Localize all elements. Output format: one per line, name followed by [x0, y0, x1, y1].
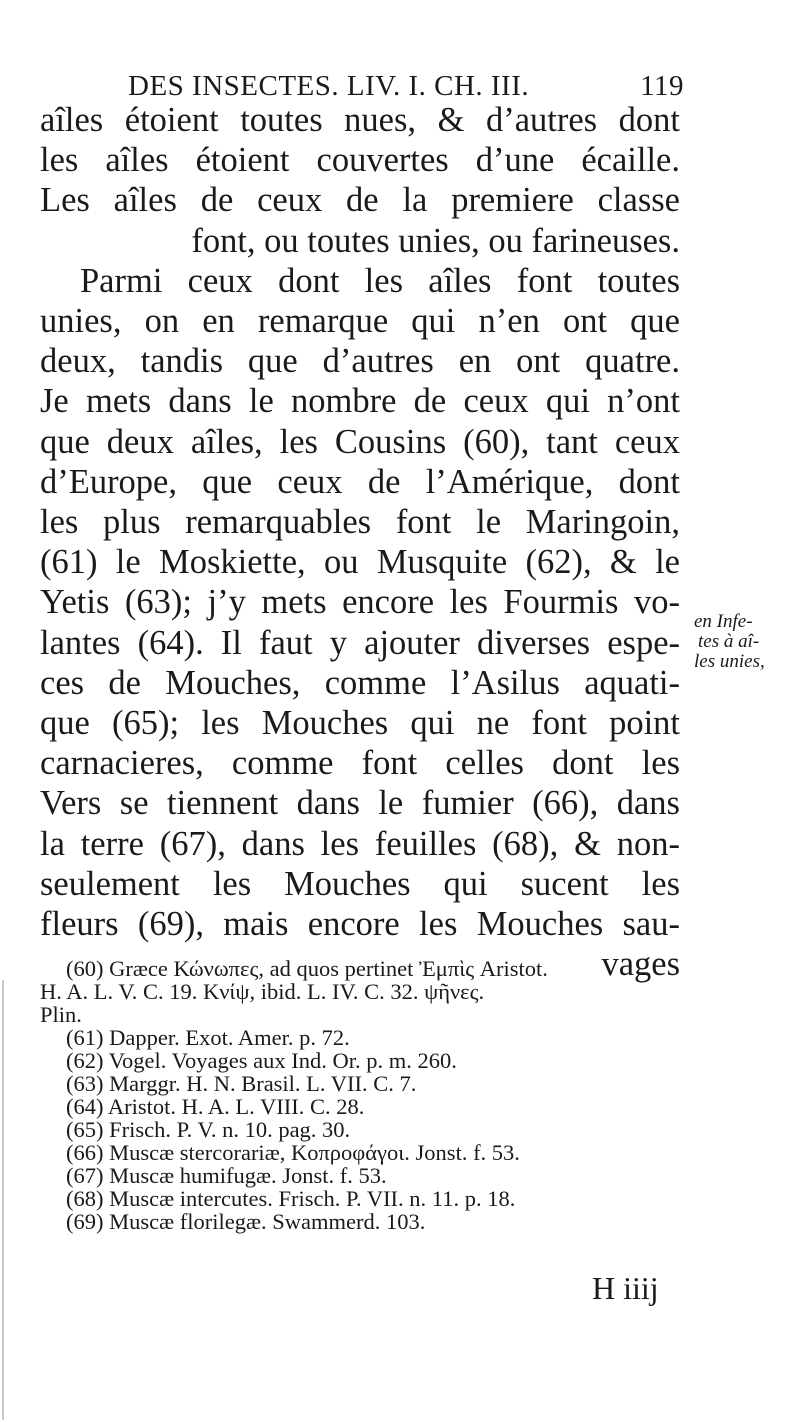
text-line: (61) le Moskiette, ou Musquite (62), & le: [40, 543, 680, 582]
text-line: Je mets dans le nombre de ceux qui n’ont: [40, 382, 680, 421]
main-text: [40, 100, 680, 984]
text-line: unies, on en remarque qui n’en ont que: [40, 302, 680, 341]
margin-note-line: en Infe-: [694, 611, 753, 632]
footnote-line: (62) Vogel. Voyages aux Ind. Or. p. m. 260.: [66, 1048, 457, 1073]
margin-note-line: tes à aî-: [698, 631, 760, 652]
footnote-line: H. A. L. V. C. 19. Κνίψ, ibid. L. IV. C. 32. ψῆνες.: [40, 979, 485, 1004]
footnote-line: (63) Marggr. H. N. Brasil. L. VII. C. 7.: [66, 1071, 417, 1096]
text-line: font, ou toutes unies, ou farineuses.: [191, 221, 680, 260]
footnote-line: (64) Aristot. H. A. L. VIII. C. 28.: [66, 1094, 365, 1119]
running-title: DES INSECTES. LIV. I. CH. III.: [128, 70, 530, 102]
page-number: 119: [640, 70, 684, 102]
text-line: carnacieres, comme font celles dont les: [40, 744, 680, 783]
text-line: aîles étoient toutes nues, & d’autres dont: [40, 101, 680, 139]
text-line: Yetis (63); j’y mets encore les Fourmis vo-: [40, 583, 680, 622]
text-line: que (65); les Mouches qui ne font point: [40, 704, 680, 743]
text-line: les aîles étoient couvertes d’une écaille.: [40, 141, 680, 180]
text-line: vages: [601, 945, 680, 984]
margin-note: [694, 612, 794, 672]
footnote-line: Plin.: [40, 1002, 82, 1027]
text-line: Parmi ceux dont les aîles font toutes: [80, 261, 680, 300]
footnotes: [40, 957, 680, 1233]
footnote-line: (65) Frisch. P. V. n. 10. pag. 30.: [66, 1117, 351, 1142]
running-header: [128, 70, 684, 103]
text-line: Les aîles de ceux de la premiere classe: [40, 181, 680, 220]
footnote-line: (68) Muscæ intercutes. Frisch. P. VII. n. 11. p. 18.: [66, 1186, 516, 1211]
text-line: d’Europe, que ceux de l’Amérique, dont: [40, 462, 680, 501]
footnote-line: (60) Græce Κώνωπες, ad quos pertinet Ἐμπὶς Aristot.: [66, 956, 548, 981]
footnote-line: (67) Muscæ humifugæ. Jonst. f. 53.: [66, 1163, 387, 1188]
page-edge-rule: [2, 980, 4, 1420]
text-line: que deux aîles, les Cousins (60), tant ceux: [40, 422, 680, 461]
footnote-line: (61) Dapper. Exot. Amer. p. 72.: [66, 1025, 350, 1050]
margin-note-line: les unies,: [694, 651, 765, 672]
text-line: Vers se tiennent dans le fumier (66), dans: [40, 784, 680, 823]
text-line: les plus remarquables font le Maringoin,: [40, 503, 680, 542]
text-line: ces de Mouches, comme l’Asilus aquati-: [40, 663, 680, 702]
text-line: fleurs (69), mais encore les Mouches sau-: [40, 905, 680, 944]
signature-mark: H iiij: [592, 1270, 659, 1306]
text-line: la terre (67), dans les feuilles (68), & non-: [40, 824, 680, 863]
footnote-line: (66) Muscæ stercorariæ, Κοπροφάγοι. Jonst. f. 53.: [66, 1140, 520, 1165]
text-line: deux, tandis que d’autres en ont quatre.: [40, 342, 680, 381]
text-line: lantes (64). Il faut y ajouter diverses espe-: [40, 623, 680, 662]
footnote-line: (69) Muscæ florilegæ. Swammerd. 103.: [66, 1209, 426, 1234]
text-line: seulement les Mouches qui sucent les: [40, 864, 680, 903]
